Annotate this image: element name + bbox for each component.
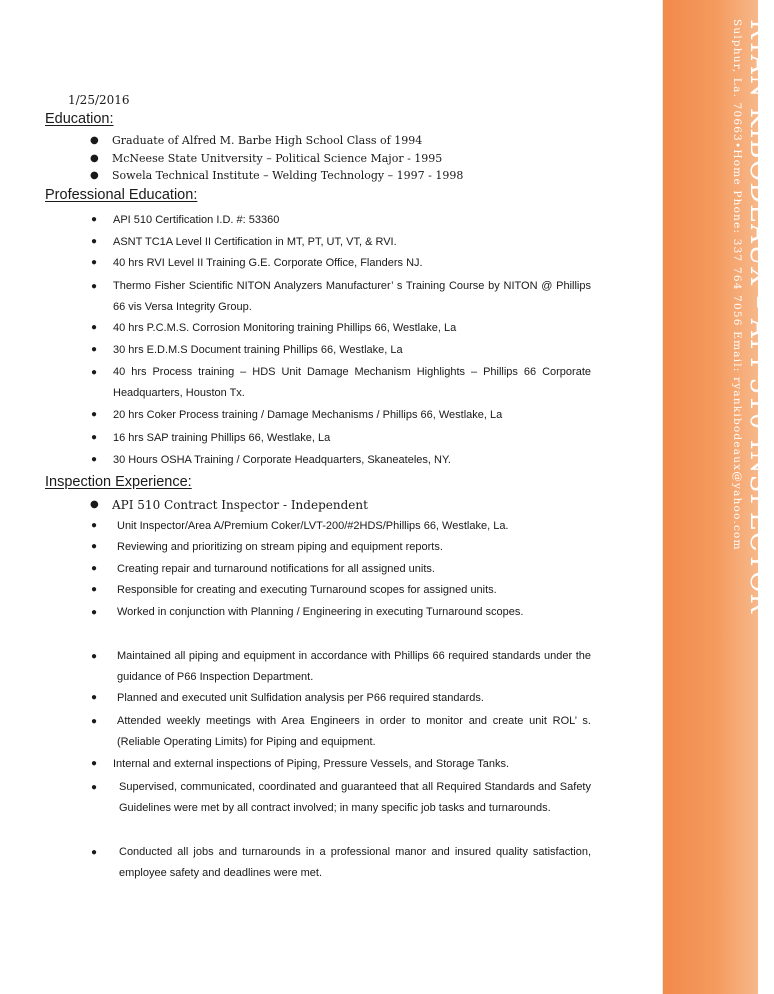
list-item: ● Responsible for creating and executing Turnaround scopes for assigned units. <box>91 584 497 596</box>
list-item: ● Planned and executed unit Sulfidation analysis per P66 required standards. <box>91 692 484 704</box>
bullet-icon: ● <box>91 520 98 531</box>
bullet-icon: ● <box>91 367 98 378</box>
bullet-icon: ● <box>91 607 98 618</box>
bullet-icon: ● <box>90 153 99 164</box>
list-item: ● Graduate of Alfred M. Barbe High School Class of 1994 <box>90 134 423 147</box>
list-item: ● Unit Inspector/Area A/Premium Coker/LVT-200/#2HDS/Phillips 66, Westlake, La. <box>91 520 509 532</box>
contact-line: Sulphur, La. 70663•Home Phone: 337 764 7056 Email: ryankibodeaux@yahoo.com <box>731 19 743 551</box>
bullet-icon: ● <box>91 692 98 703</box>
bullet-icon: ● <box>91 281 98 292</box>
list-item: ● 40 hrs P.C.M.S. Corrosion Monitoring training Phillips 66, Westlake, La <box>91 322 457 334</box>
bullet-icon: ● <box>91 563 98 574</box>
bullet-icon: ● <box>91 758 98 769</box>
bullet-icon: ● <box>90 170 99 181</box>
list-item: ● ASNT TC1A Level II Certification in MT, PT, UT, VT, & RVI. <box>91 236 397 248</box>
list-item: ● Reviewing and prioritizing on stream piping and equipment reports. <box>91 541 443 553</box>
candidate-name: RYAN KIBODEAUX – API 510 INSPECTOR <box>744 19 774 614</box>
bullet-icon: ● <box>91 454 98 465</box>
list-item: ● API 510 Contract Inspector - Independent <box>90 498 368 512</box>
list-item: ● 16 hrs SAP training Phillips 66, Westlake, La <box>91 432 331 444</box>
bullet-icon: ● <box>91 782 98 793</box>
list-item: ● 30 hrs E.D.M.S Document training Phillips 66, Westlake, La <box>91 344 403 356</box>
bullet-icon: ● <box>91 651 98 662</box>
list-item: ● 40 hrs RVI Level II Training G.E. Corporate Office, Flanders NJ. <box>91 257 423 269</box>
bullet-icon: ● <box>91 847 98 858</box>
list-item: ● McNeese State Unitversity – Political Science Major - 1995 <box>90 152 443 165</box>
list-item: ● Supervised, communicated, coordinated and guaranteed that all Required Standards and Safety Guidelines were met by all contract involved; in many specific job tasks and turnarounds. <box>119 777 591 819</box>
list-item: ● Maintained all piping and equipment in accordance with Phillips 66 required standards under the guidance of P66 Inspection Department. <box>117 646 591 688</box>
bullet-icon: ● <box>91 236 98 247</box>
list-item: ● Sowela Technical Institute – Welding Technology – 1997 - 1998 <box>90 169 464 182</box>
bullet-icon: ● <box>91 344 98 355</box>
list-item: ● API 510 Certification I.D. #: 53360 <box>91 214 280 226</box>
bullet-icon: ● <box>90 135 99 146</box>
bullet-icon: ● <box>91 322 98 333</box>
list-item: ● Thermo Fisher Scientific NITON Analyzers Manufacturer’ s Training Course by NITON @ Phillips 66 vis Versa Integrity Group. <box>113 276 591 318</box>
education-heading: Education: <box>45 111 114 127</box>
list-item: ● 20 hrs Coker Process training / Damage Mechanisms / Phillips 66, Westlake, La <box>91 409 503 421</box>
list-item: ● Attended weekly meetings with Area Engineers in order to monitor and create unit ROL’ s. (Reliable Operating Limits) for Piping and equipment. <box>117 711 591 753</box>
resume-date: 1/25/2016 <box>68 93 130 107</box>
bullet-icon: ● <box>91 716 98 727</box>
orange-sidebar <box>662 0 774 994</box>
list-item: ● Internal and external inspections of Piping, Pressure Vessels, and Storage Tanks. <box>91 758 510 770</box>
professional-education-heading: Professional Education: <box>45 187 198 203</box>
list-item: ● Worked in conjunction with Planning / Engineering in executing Turnaround scopes. <box>117 602 591 623</box>
bullet-icon: ● <box>91 541 98 552</box>
bullet-icon: ● <box>91 214 98 225</box>
list-item: ● Creating repair and turnaround notifications for all assigned units. <box>91 563 435 575</box>
list-item: ● 30 Hours OSHA Training / Corporate Headquarters, Skaneateles, NY. <box>91 454 451 466</box>
list-item: ● Conducted all jobs and turnarounds in a professional manor and insured quality satisfaction, employee safety and deadlines were met. <box>119 842 591 884</box>
bullet-icon: ● <box>91 257 98 268</box>
inspection-experience-heading: Inspection Experience: <box>45 474 192 490</box>
bullet-icon: ● <box>91 584 98 595</box>
bullet-icon: ● <box>91 409 98 420</box>
bullet-icon: ● <box>91 432 98 443</box>
bullet-icon: ● <box>90 499 99 510</box>
list-item: ● 40 hrs Process training – HDS Unit Damage Mechanism Highlights – Phillips 66 Corporate Headquarters, Houston Tx. <box>113 362 591 404</box>
sidebar-text <box>727 19 773 669</box>
